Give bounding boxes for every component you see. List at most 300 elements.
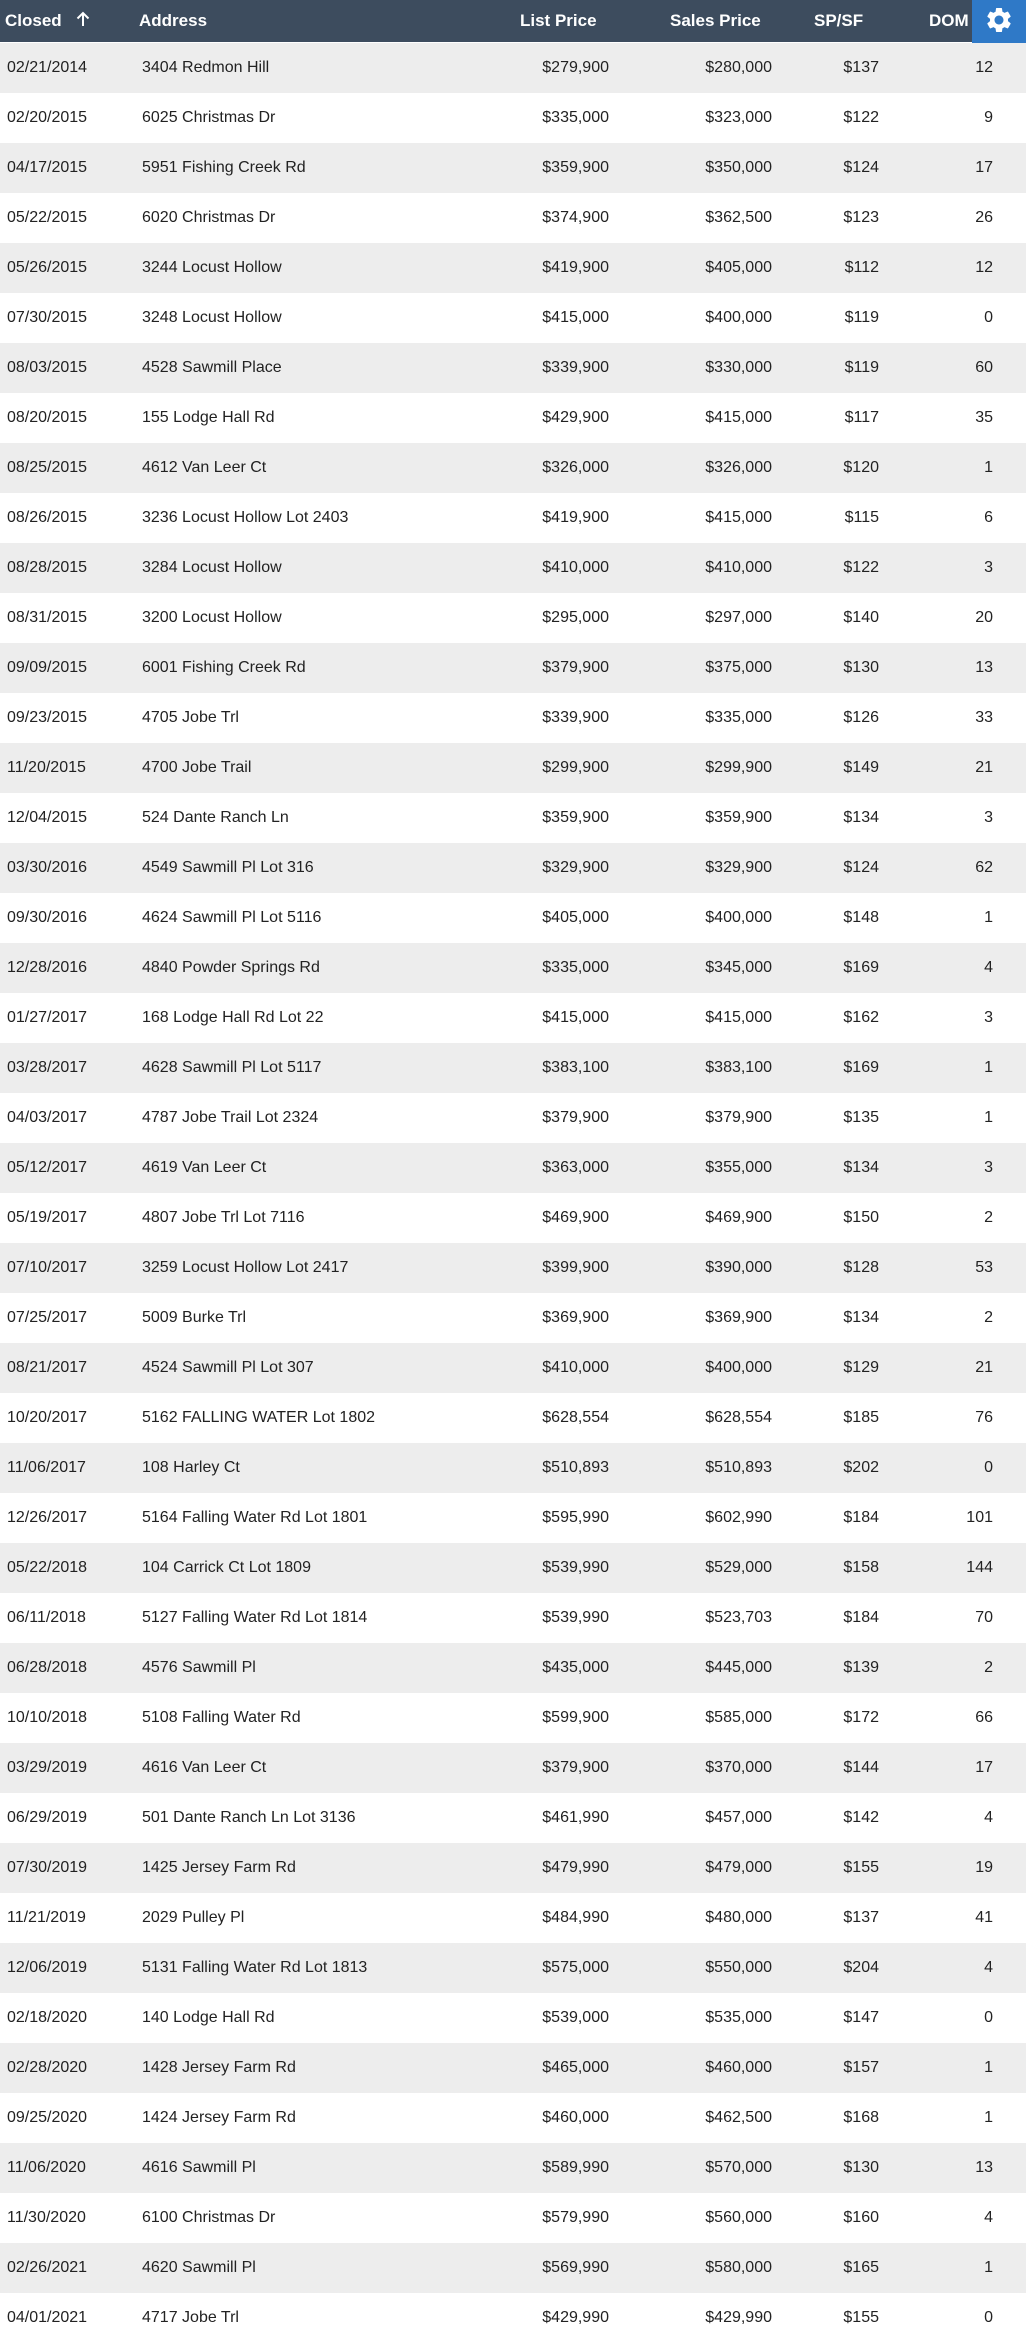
- cell-sales-price: $415,000: [705, 1009, 772, 1026]
- cell-dom: 13: [975, 2159, 993, 2176]
- cell-list-price: $479,990: [542, 1859, 609, 1876]
- cell-list-price: $539,990: [542, 1559, 609, 1576]
- table-row[interactable]: [0, 1043, 1026, 1093]
- cell-sales-price: $460,000: [705, 2059, 772, 2076]
- cell-dom: 0: [984, 2009, 993, 2026]
- cell-dom: 35: [975, 409, 993, 426]
- arrow-up-icon: [76, 1, 90, 43]
- table-row[interactable]: [0, 1293, 1026, 1343]
- cell-sp-sf: $119: [844, 359, 879, 376]
- cell-address: 4619 Van Leer Ct: [142, 1159, 267, 1176]
- cell-closed: 07/25/2017: [7, 1309, 88, 1326]
- cell-list-price: $335,000: [542, 109, 609, 126]
- cell-list-price: $435,000: [542, 1659, 609, 1676]
- cell-closed: 11/20/2015: [7, 759, 86, 776]
- column-header-list-price[interactable]: List Price: [520, 11, 597, 30]
- cell-address: 3259 Locust Hollow Lot 2417: [142, 1259, 349, 1276]
- cell-sales-price: $628,554: [705, 1409, 772, 1426]
- cell-list-price: $419,900: [542, 259, 609, 276]
- cell-sp-sf: $169: [843, 1059, 879, 1076]
- cell-closed: 11/30/2020: [7, 2209, 86, 2226]
- cell-sp-sf: $202: [843, 1459, 879, 1476]
- table-row[interactable]: [0, 793, 1026, 843]
- cell-address: 4620 Sawmill Pl: [142, 2259, 256, 2276]
- column-header-closed-label: Closed: [5, 11, 62, 30]
- cell-sales-price: $355,000: [705, 1159, 772, 1176]
- cell-sp-sf: $137: [843, 1909, 879, 1926]
- cell-sales-price: $323,000: [705, 109, 772, 126]
- cell-list-price: $599,900: [542, 1709, 609, 1726]
- table-row[interactable]: [0, 443, 1026, 493]
- cell-dom: 21: [975, 1359, 993, 1376]
- cell-list-price: $383,100: [542, 1059, 609, 1076]
- table-row[interactable]: [0, 1993, 1026, 2043]
- cell-address: 104 Carrick Ct Lot 1809: [142, 1559, 311, 1576]
- cell-closed: 08/26/2015: [7, 509, 88, 526]
- cell-address: 4528 Sawmill Place: [142, 359, 282, 376]
- table-row[interactable]: [0, 1143, 1026, 1193]
- cell-list-price: $405,000: [542, 909, 609, 926]
- cell-closed: 07/30/2015: [7, 309, 88, 326]
- cell-address: 4807 Jobe Trl Lot 7116: [142, 1209, 305, 1226]
- cell-closed: 08/03/2015: [7, 359, 88, 376]
- cell-sp-sf: $112: [844, 259, 879, 276]
- table-row[interactable]: [0, 843, 1026, 893]
- cell-sales-price: $429,990: [705, 2309, 772, 2326]
- table-row[interactable]: [0, 1443, 1026, 1493]
- cell-address: 6025 Christmas Dr: [142, 109, 276, 126]
- cell-list-price: $628,554: [542, 1409, 609, 1426]
- table-row[interactable]: [0, 693, 1026, 743]
- table-row[interactable]: [0, 1693, 1026, 1743]
- cell-sp-sf: $172: [843, 1709, 879, 1726]
- cell-list-price: $589,990: [542, 2159, 609, 2176]
- cell-closed: 09/23/2015: [7, 709, 88, 726]
- cell-address: 3200 Locust Hollow: [142, 609, 282, 626]
- cell-sales-price: $510,893: [705, 1459, 772, 1476]
- cell-dom: 3: [984, 559, 993, 576]
- cell-sp-sf: $184: [843, 1609, 879, 1626]
- cell-address: 4840 Powder Springs Rd: [142, 959, 320, 976]
- cell-dom: 19: [975, 1859, 993, 1876]
- cell-address: 4576 Sawmill Pl: [142, 1659, 256, 1676]
- table-header: [0, 0, 1026, 42]
- cell-sp-sf: $137: [843, 59, 879, 76]
- cell-address: 4616 Sawmill Pl: [142, 2159, 256, 2176]
- cell-sales-price: $379,900: [705, 1109, 772, 1126]
- cell-sp-sf: $115: [844, 509, 879, 526]
- cell-dom: 1: [984, 2259, 993, 2276]
- cell-dom: 20: [975, 609, 993, 626]
- table-row[interactable]: [0, 143, 1026, 193]
- cell-address: 6020 Christmas Dr: [142, 209, 276, 226]
- cell-address: 4624 Sawmill Pl Lot 5116: [142, 909, 322, 926]
- table-row[interactable]: [0, 1193, 1026, 1243]
- cell-closed: 08/25/2015: [7, 459, 88, 476]
- table-row[interactable]: [0, 1943, 1026, 1993]
- cell-sp-sf: $169: [843, 959, 879, 976]
- cell-closed: 10/10/2018: [7, 1709, 88, 1726]
- cell-address: 1424 Jersey Farm Rd: [142, 2109, 296, 2126]
- table-row[interactable]: [0, 593, 1026, 643]
- table-row[interactable]: [0, 1743, 1026, 1793]
- cell-closed: 12/26/2017: [7, 1509, 88, 1526]
- cell-list-price: $410,000: [542, 559, 609, 576]
- cell-address: 168 Lodge Hall Rd Lot 22: [142, 1009, 324, 1026]
- cell-address: 501 Dante Ranch Ln Lot 3136: [142, 1809, 356, 1826]
- cell-address: 4787 Jobe Trail Lot 2324: [142, 1109, 319, 1126]
- cell-closed: 05/26/2015: [7, 259, 88, 276]
- cell-list-price: $279,900: [542, 59, 609, 76]
- cell-sp-sf: $129: [843, 1359, 879, 1376]
- table-row[interactable]: [0, 2293, 1026, 2343]
- cell-sp-sf: $134: [843, 1159, 879, 1176]
- cell-dom: 3: [984, 1159, 993, 1176]
- cell-list-price: $569,990: [542, 2259, 609, 2276]
- table-row[interactable]: [0, 43, 1026, 93]
- cell-dom: 41: [975, 1909, 993, 1926]
- cell-sp-sf: $135: [843, 1109, 879, 1126]
- cell-list-price: $575,000: [542, 1959, 609, 1976]
- cell-address: 108 Harley Ct: [142, 1459, 240, 1476]
- column-header-sp-sf[interactable]: SP/SF: [814, 11, 864, 30]
- gear-icon: [984, 5, 1014, 40]
- cell-dom: 62: [975, 859, 993, 876]
- cell-address: 5131 Falling Water Rd Lot 1813: [142, 1959, 368, 1976]
- table-row[interactable]: [0, 1393, 1026, 1443]
- cell-dom: 17: [975, 159, 993, 176]
- cell-sp-sf: $117: [844, 409, 879, 426]
- table-row[interactable]: [0, 1793, 1026, 1843]
- cell-sales-price: $457,000: [705, 1809, 772, 1826]
- cell-sales-price: $535,000: [705, 2009, 772, 2026]
- cell-address: 4700 Jobe Trail: [142, 759, 252, 776]
- cell-closed: 08/20/2015: [7, 409, 88, 426]
- cell-sp-sf: $158: [843, 1559, 879, 1576]
- cell-sales-price: $345,000: [705, 959, 772, 976]
- cell-closed: 11/06/2017: [7, 1459, 86, 1476]
- cell-list-price: $510,893: [542, 1459, 609, 1476]
- cell-closed: 02/20/2015: [7, 109, 88, 126]
- cell-address: 4628 Sawmill Pl Lot 5117: [142, 1059, 322, 1076]
- cell-sp-sf: $162: [843, 1009, 879, 1026]
- cell-dom: 66: [975, 1709, 993, 1726]
- cell-address: 5009 Burke Trl: [142, 1309, 247, 1326]
- cell-list-price: $539,000: [542, 2009, 609, 2026]
- cell-address: 4705 Jobe Trl: [142, 709, 239, 726]
- cell-sp-sf: $157: [843, 2059, 879, 2076]
- cell-sales-price: $560,000: [705, 2209, 772, 2226]
- cell-sp-sf: $123: [843, 209, 879, 226]
- cell-sp-sf: $119: [844, 309, 879, 326]
- cell-sp-sf: $155: [843, 1859, 879, 1876]
- cell-dom: 13: [975, 659, 993, 676]
- table-row[interactable]: [0, 93, 1026, 143]
- table-row[interactable]: [0, 1343, 1026, 1393]
- cell-sp-sf: $124: [843, 159, 879, 176]
- column-header-closed[interactable]: [5, 0, 90, 42]
- cell-dom: 4: [984, 959, 993, 976]
- cell-sp-sf: $204: [843, 1959, 879, 1976]
- cell-list-price: $379,900: [542, 659, 609, 676]
- cell-closed: 09/09/2015: [7, 659, 88, 676]
- cell-closed: 04/17/2015: [7, 159, 88, 176]
- cell-dom: 4: [984, 1959, 993, 1976]
- table-row[interactable]: [0, 2243, 1026, 2293]
- cell-closed: 02/28/2020: [7, 2059, 88, 2076]
- cell-sales-price: $362,500: [705, 209, 772, 226]
- cell-dom: 4: [984, 2209, 993, 2226]
- cell-address: 4549 Sawmill Pl Lot 316: [142, 859, 314, 876]
- cell-address: 2029 Pulley Pl: [142, 1909, 245, 1926]
- cell-list-price: $579,990: [542, 2209, 609, 2226]
- table-row[interactable]: [0, 1593, 1026, 1643]
- cell-sp-sf: $128: [843, 1259, 879, 1276]
- cell-sales-price: $529,000: [705, 1559, 772, 1576]
- cell-sp-sf: $130: [843, 659, 879, 676]
- cell-dom: 144: [966, 1559, 993, 1576]
- cell-sp-sf: $142: [843, 1809, 879, 1826]
- table-row[interactable]: [0, 343, 1026, 393]
- cell-sales-price: $400,000: [705, 909, 772, 926]
- cell-sp-sf: $165: [843, 2259, 879, 2276]
- cell-dom: 0: [984, 309, 993, 326]
- table-row[interactable]: [0, 493, 1026, 543]
- cell-sales-price: $329,900: [705, 859, 772, 876]
- cell-address: 1428 Jersey Farm Rd: [142, 2059, 296, 2076]
- cell-address: 6100 Christmas Dr: [142, 2209, 276, 2226]
- cell-dom: 70: [975, 1609, 993, 1626]
- cell-closed: 08/28/2015: [7, 559, 88, 576]
- cell-dom: 26: [975, 209, 993, 226]
- cell-sales-price: $280,000: [705, 59, 772, 76]
- cell-address: 524 Dante Ranch Ln: [142, 809, 289, 826]
- cell-closed: 10/20/2017: [7, 1409, 88, 1426]
- cell-sales-price: $383,100: [705, 1059, 772, 1076]
- cell-sales-price: $445,000: [705, 1659, 772, 1676]
- cell-list-price: $595,990: [542, 1509, 609, 1526]
- cell-sales-price: $480,000: [705, 1909, 772, 1926]
- table-row[interactable]: [0, 2093, 1026, 2143]
- cell-list-price: $359,900: [542, 809, 609, 826]
- cell-address: 5164 Falling Water Rd Lot 1801: [142, 1509, 368, 1526]
- cell-list-price: $465,000: [542, 2059, 609, 2076]
- table-row[interactable]: [0, 1243, 1026, 1293]
- cell-sp-sf: $155: [843, 2309, 879, 2326]
- cell-dom: 2: [984, 1209, 993, 1226]
- cell-closed: 04/03/2017: [7, 1109, 88, 1126]
- cell-dom: 1: [984, 1109, 993, 1126]
- cell-list-price: $326,000: [542, 459, 609, 476]
- table-row[interactable]: [0, 1643, 1026, 1693]
- table-row[interactable]: [0, 993, 1026, 1043]
- cell-list-price: $359,900: [542, 159, 609, 176]
- cell-sp-sf: $134: [843, 809, 879, 826]
- cell-dom: 12: [975, 59, 993, 76]
- cell-list-price: $419,900: [542, 509, 609, 526]
- cell-sp-sf: $120: [843, 459, 879, 476]
- cell-sales-price: $462,500: [705, 2109, 772, 2126]
- cell-sales-price: $370,000: [705, 1759, 772, 1776]
- cell-list-price: $379,900: [542, 1759, 609, 1776]
- cell-dom: 2: [984, 1309, 993, 1326]
- cell-closed: 11/21/2019: [7, 1909, 86, 1926]
- cell-address: 4616 Van Leer Ct: [142, 1759, 267, 1776]
- cell-list-price: $539,990: [542, 1609, 609, 1626]
- cell-list-price: $410,000: [542, 1359, 609, 1376]
- cell-dom: 1: [984, 909, 993, 926]
- cell-sales-price: $359,900: [705, 809, 772, 826]
- table-row[interactable]: [0, 1493, 1026, 1543]
- cell-closed: 06/28/2018: [7, 1659, 88, 1676]
- cell-closed: 02/21/2014: [7, 59, 88, 76]
- cell-list-price: $469,900: [542, 1209, 609, 1226]
- cell-sp-sf: $130: [843, 2159, 879, 2176]
- cell-dom: 60: [975, 359, 993, 376]
- cell-closed: 12/28/2016: [7, 959, 88, 976]
- cell-closed: 02/26/2021: [7, 2259, 88, 2276]
- cell-sp-sf: $185: [843, 1409, 879, 1426]
- cell-closed: 07/10/2017: [7, 1259, 88, 1276]
- cell-list-price: $335,000: [542, 959, 609, 976]
- cell-address: 6001 Fishing Creek Rd: [142, 659, 306, 676]
- cell-sales-price: $299,900: [705, 759, 772, 776]
- table-row[interactable]: [0, 193, 1026, 243]
- cell-list-price: $339,900: [542, 359, 609, 376]
- cell-sales-price: $580,000: [705, 2259, 772, 2276]
- cell-dom: 12: [975, 259, 993, 276]
- cell-dom: 1: [984, 2109, 993, 2126]
- cell-dom: 21: [975, 759, 993, 776]
- cell-list-price: $461,990: [542, 1809, 609, 1826]
- cell-address: 3404 Redmon Hill: [142, 59, 270, 76]
- cell-dom: 9: [984, 109, 993, 126]
- cell-closed: 03/30/2016: [7, 859, 88, 876]
- column-header-address[interactable]: Address: [139, 11, 208, 30]
- cell-address: 3236 Locust Hollow Lot 2403: [142, 509, 349, 526]
- cell-list-price: $369,900: [542, 1309, 609, 1326]
- cell-list-price: $399,900: [542, 1259, 609, 1276]
- cell-sales-price: $375,000: [705, 659, 772, 676]
- cell-address: 4717 Jobe Trl: [142, 2309, 239, 2326]
- cell-closed: 11/06/2020: [7, 2159, 86, 2176]
- table-row[interactable]: [0, 1843, 1026, 1893]
- table-row[interactable]: [0, 393, 1026, 443]
- cell-address: 1425 Jersey Farm Rd: [142, 1859, 296, 1876]
- table-row[interactable]: [0, 1893, 1026, 1943]
- cell-dom: 101: [966, 1509, 993, 1526]
- table-row[interactable]: [0, 743, 1026, 793]
- cell-sp-sf: $140: [843, 609, 879, 626]
- cell-list-price: $379,900: [542, 1109, 609, 1126]
- cell-sales-price: $550,000: [705, 1959, 772, 1976]
- cell-sales-price: $400,000: [705, 1359, 772, 1376]
- table-row[interactable]: [0, 1093, 1026, 1143]
- cell-sp-sf: $144: [843, 1759, 879, 1776]
- cell-address: 5108 Falling Water Rd: [142, 1709, 301, 1726]
- cell-address: 5951 Fishing Creek Rd: [142, 159, 306, 176]
- cell-sp-sf: $124: [843, 859, 879, 876]
- cell-sales-price: $415,000: [705, 509, 772, 526]
- cell-closed: 06/29/2019: [7, 1809, 88, 1826]
- cell-sales-price: $479,000: [705, 1859, 772, 1876]
- cell-dom: 3: [984, 809, 993, 826]
- column-header-sales-price[interactable]: Sales Price: [670, 11, 761, 30]
- table-row[interactable]: [0, 2193, 1026, 2243]
- cell-dom: 2: [984, 1659, 993, 1676]
- cell-sales-price: $335,000: [705, 709, 772, 726]
- cell-closed: 12/04/2015: [7, 809, 88, 826]
- settings-button[interactable]: [972, 0, 1026, 44]
- cell-list-price: $429,990: [542, 2309, 609, 2326]
- cell-sales-price: $405,000: [705, 259, 772, 276]
- cell-list-price: $429,900: [542, 409, 609, 426]
- cell-sales-price: $570,000: [705, 2159, 772, 2176]
- cell-list-price: $374,900: [542, 209, 609, 226]
- column-header-dom[interactable]: DOM: [929, 11, 969, 30]
- cell-sales-price: $523,703: [705, 1609, 772, 1626]
- cell-dom: 4: [984, 1809, 993, 1826]
- table-row[interactable]: [0, 2143, 1026, 2193]
- cell-dom: 53: [975, 1259, 993, 1276]
- cell-list-price: $339,900: [542, 709, 609, 726]
- cell-dom: 0: [984, 2309, 993, 2326]
- table-row[interactable]: [0, 243, 1026, 293]
- cell-dom: 6: [984, 509, 993, 526]
- cell-list-price: $299,900: [542, 759, 609, 776]
- table-row[interactable]: [0, 543, 1026, 593]
- cell-address: 5162 FALLING WATER Lot 1802: [142, 1409, 376, 1426]
- cell-list-price: $363,000: [542, 1159, 609, 1176]
- cell-address: 3248 Locust Hollow: [142, 309, 282, 326]
- cell-list-price: $415,000: [542, 309, 609, 326]
- table-row[interactable]: [0, 293, 1026, 343]
- cell-address: 4524 Sawmill Pl Lot 307: [142, 1359, 314, 1376]
- cell-sp-sf: $150: [843, 1209, 879, 1226]
- cell-address: 3244 Locust Hollow: [142, 259, 282, 276]
- cell-sp-sf: $148: [843, 909, 879, 926]
- cell-sp-sf: $122: [843, 559, 879, 576]
- cell-closed: 07/30/2019: [7, 1859, 88, 1876]
- cell-sp-sf: $160: [843, 2209, 879, 2226]
- table-row[interactable]: [0, 943, 1026, 993]
- cell-sales-price: $410,000: [705, 559, 772, 576]
- cell-closed: 09/25/2020: [7, 2109, 88, 2126]
- table-row[interactable]: [0, 893, 1026, 943]
- cell-closed: 08/21/2017: [7, 1359, 88, 1376]
- cell-dom: 33: [975, 709, 993, 726]
- table-row[interactable]: [0, 643, 1026, 693]
- cell-address: 155 Lodge Hall Rd: [142, 409, 275, 426]
- cell-address: 3284 Locust Hollow: [142, 559, 282, 576]
- cell-sp-sf: $149: [843, 759, 879, 776]
- cell-sp-sf: $134: [843, 1309, 879, 1326]
- cell-sp-sf: $184: [843, 1509, 879, 1526]
- cell-list-price: $460,000: [542, 2109, 609, 2126]
- cell-dom: 1: [984, 1059, 993, 1076]
- table-body: [0, 43, 1026, 2343]
- cell-address: 140 Lodge Hall Rd: [142, 2009, 275, 2026]
- cell-closed: 04/01/2021: [7, 2309, 88, 2326]
- table-row[interactable]: [0, 2043, 1026, 2093]
- cell-sales-price: $326,000: [705, 459, 772, 476]
- cell-sales-price: $469,900: [705, 1209, 772, 1226]
- cell-sp-sf: $122: [843, 109, 879, 126]
- table-row[interactable]: [0, 1543, 1026, 1593]
- cell-closed: 12/06/2019: [7, 1959, 88, 1976]
- cell-closed: 05/22/2015: [7, 209, 88, 226]
- cell-closed: 03/29/2019: [7, 1759, 88, 1776]
